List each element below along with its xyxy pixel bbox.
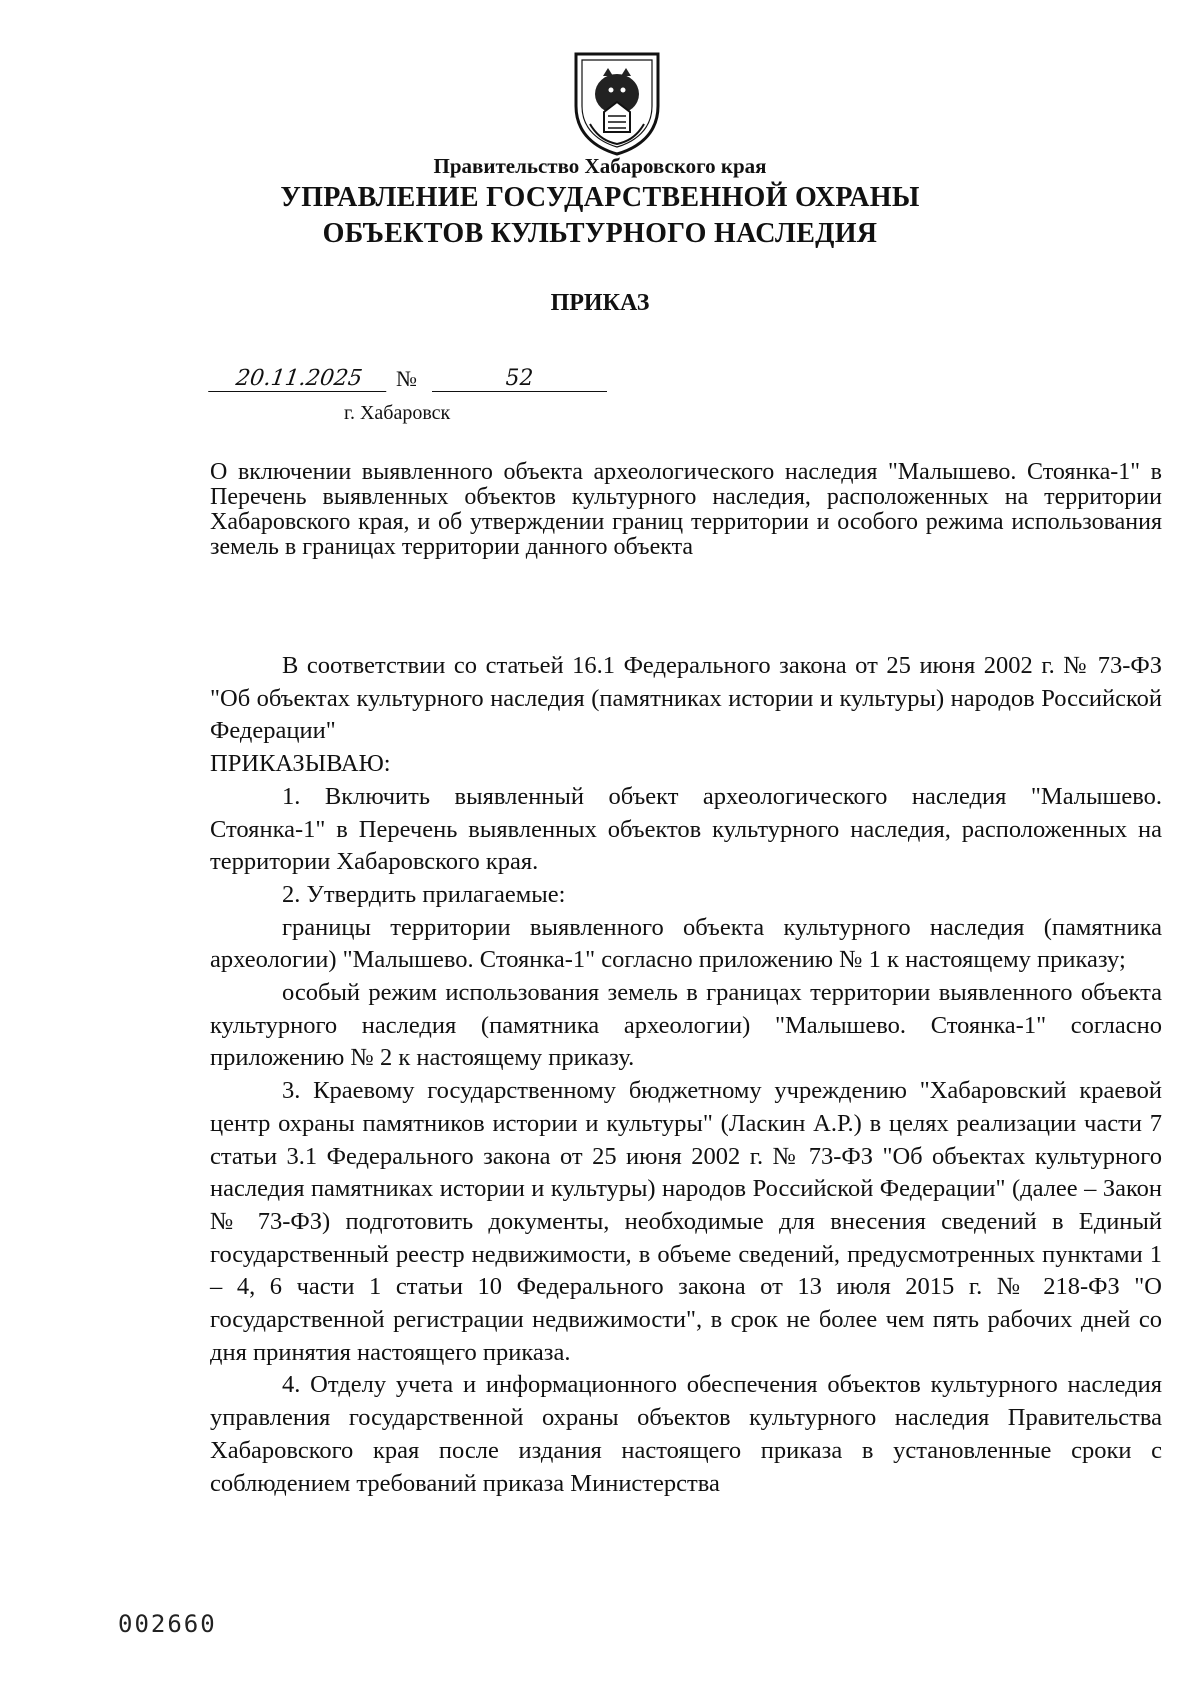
item-3-paragraph: 3. Краевому государственному бюджетному учреждению "Хабаровский краевой центр охраны памятников истории и культуры" (Ласкин А.Р.) в целях реализации части 7 статьи 3.1 Федерального закона от 25 июня 2002 г. № 73-ФЗ "Об объектах культурного наследия памятниках истории и культуры) народов Российской Федерации" (далее – Закон № 73-ФЗ) подготовить документы, необходимые для внесения сведений в Единый государственный реестр недвижимости, в объеме сведений, предусмотренных пунктами 1 – 4, 6 части 1 статьи 10 Федерального закона от 13 июля 2015 г. № 218-ФЗ "О государственной регистрации недвижимости", в срок не более чем пять рабочих дней со дня принятия настоящего приказа. bbox=[210, 1077, 1162, 1366]
city-name: г. Хабаровск bbox=[344, 402, 451, 424]
serial-number-stamp: 002660 bbox=[118, 1610, 217, 1638]
item-2b-paragraph: особый режим использования земель в границах территории выявленного объекта культурного наследия (памятника археологии) "Малышево. Стоянка-1" согласно приложению № 2 к настоящему приказу. bbox=[210, 979, 1162, 1072]
order-word: ПРИКАЗЫВАЮ: bbox=[210, 750, 391, 778]
handwritten-number: 52 bbox=[432, 366, 607, 392]
item-2a-paragraph: границы территории выявленного объекта культурного наследия (памятника археологии) "Малышево. Стоянка-1" согласно приложению № 1 к настоящему приказу; bbox=[210, 913, 1162, 974]
item-1-paragraph: 1. Включить выявленный объект археологического наследия "Малышево. Стоянка-1" в Перечень выявленных объектов культурного наследия, расположенных на территории Хабаровского края. bbox=[210, 782, 1162, 876]
number-sign: № bbox=[396, 366, 417, 391]
coat-of-arms-icon bbox=[568, 46, 666, 156]
order-subject: О включении выявленного объекта археологического наследия "Малышево. Стоянка-1" в Перечень выявленных объектов культурного наследия, расположенных на территории Хабаровского края, и об утверждении границ территории и особого режима использования земель в границах территории данного объекта bbox=[210, 459, 1162, 560]
preamble-paragraph: В соответствии со статьей 16.1 Федерального закона от 25 июня 2002 г. № 73-ФЗ "Об объектах культурного наследия (памятниках истории и культуры) народов Российской Федерации" bbox=[210, 652, 1162, 745]
document-type-title: ПРИКАЗ bbox=[550, 290, 650, 316]
order-body bbox=[210, 650, 1162, 1500]
item-4-paragraph: 4. Отделу учета и информационного обеспечения объектов культурного наследия управления государственной охраны объектов культурного наследия Правительства Хабаровского края после издания настоящего приказа в установленные сроки с соблюдением требований приказа Министерства bbox=[210, 1371, 1162, 1497]
department-title-line1: УПРАВЛЕНИЕ ГОСУДАРСТВЕННОЙ ОХРАНЫ bbox=[280, 182, 920, 213]
government-name: Правительство Хабаровского края bbox=[433, 154, 767, 178]
date-number-row bbox=[210, 366, 610, 406]
handwritten-date: 20.11.2025 bbox=[208, 366, 390, 392]
department-title-line2: ОБЪЕКТОВ КУЛЬТУРНОГО НАСЛЕДИЯ bbox=[322, 218, 878, 249]
item-2-paragraph: 2. Утвердить прилагаемые: bbox=[282, 880, 566, 908]
